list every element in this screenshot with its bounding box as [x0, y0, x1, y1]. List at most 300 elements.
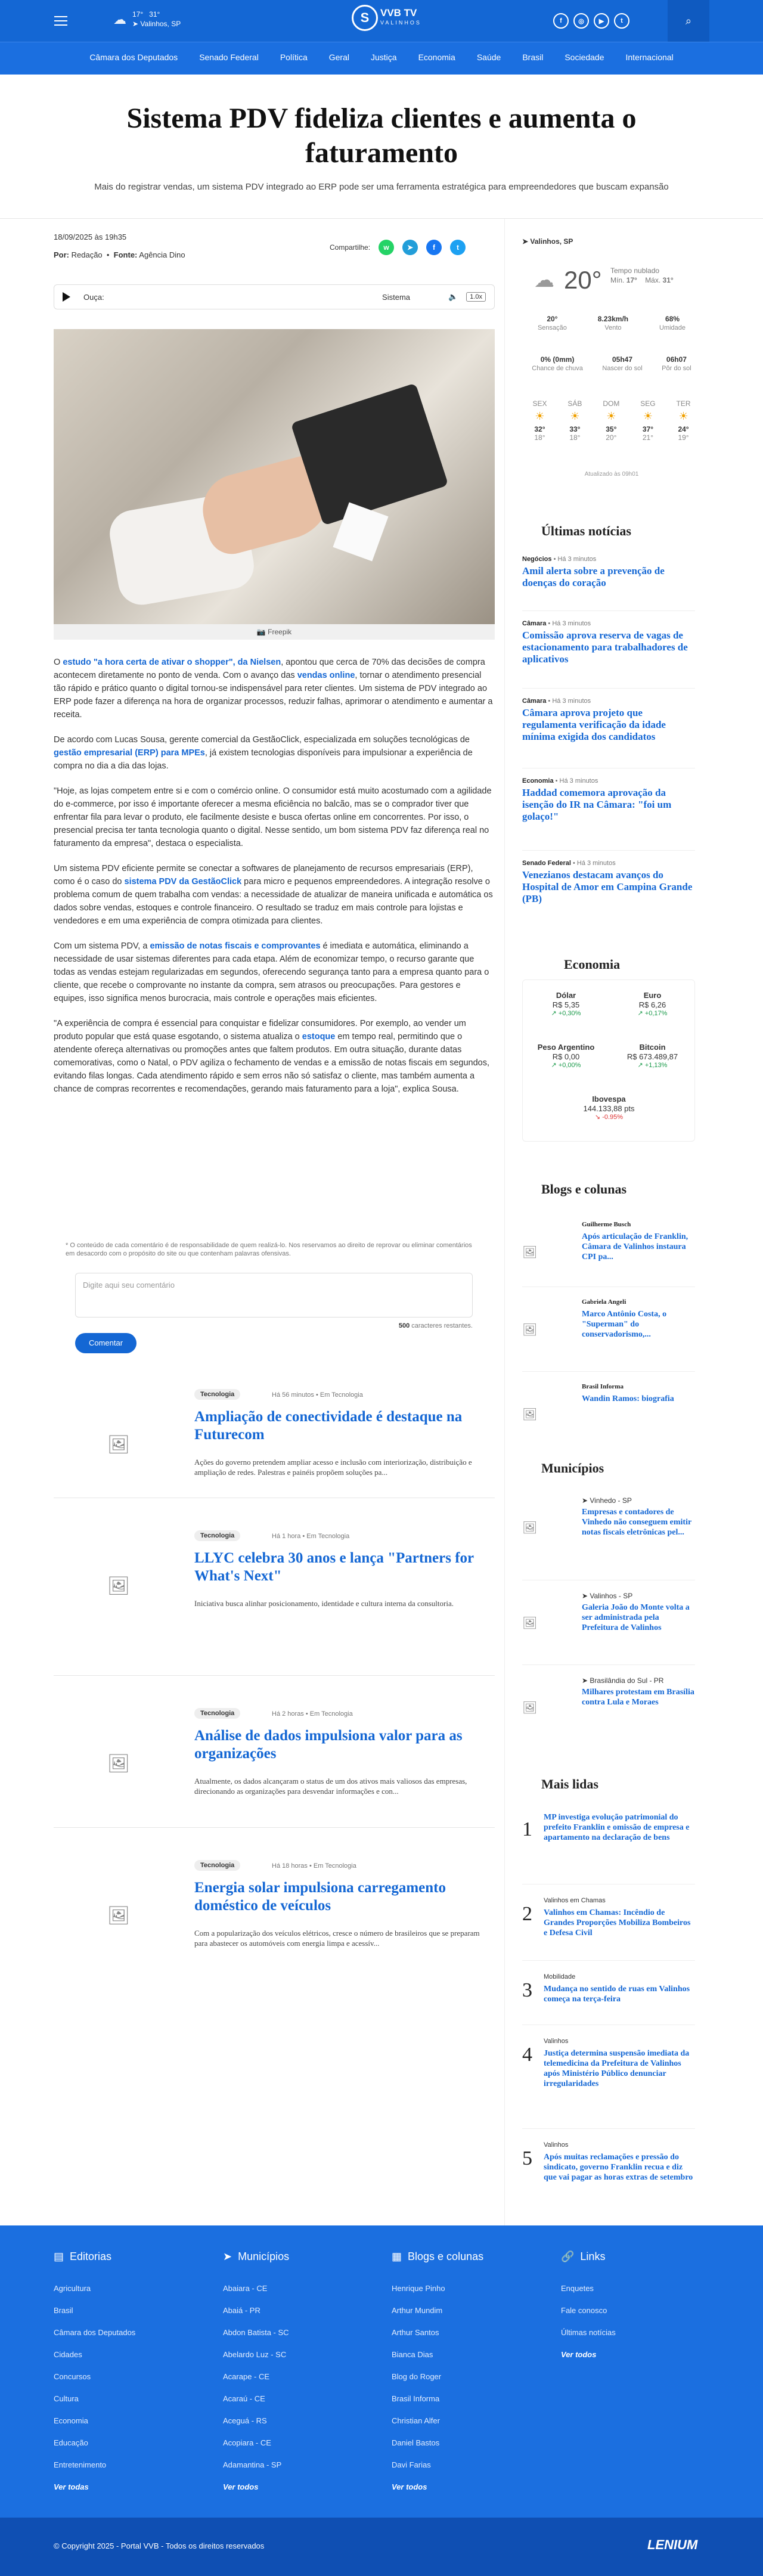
- news-meta: Câmara • Há 3 minutos: [522, 698, 591, 705]
- share-label: Compartilhe:: [330, 243, 371, 252]
- economy-change: +0,17%: [644, 1010, 668, 1017]
- related-title[interactable]: LLYC celebra 30 anos e lança "Partners for What's Next": [194, 1550, 474, 1584]
- forecast-hi: 32°: [534, 425, 545, 433]
- logo-mark-icon: S: [352, 5, 378, 31]
- sunset-value: 06h07: [666, 355, 687, 364]
- min-label: Mín.: [610, 276, 625, 284]
- rank-number: 4: [522, 2044, 532, 2066]
- article-link[interactable]: emissão de notas fiscais e comprovantes: [150, 941, 321, 951]
- logo-subtext: VALINHOS: [380, 20, 421, 26]
- rain-label: Chance de chuva: [532, 365, 583, 372]
- nav-item[interactable]: Internacional: [625, 52, 674, 62]
- footer-link[interactable]: Acopiara - CE: [223, 2438, 271, 2447]
- arrow-down-icon: ↘ -0.95%: [594, 1114, 624, 1121]
- footer-bottom: [0, 2518, 763, 2576]
- most-read-title[interactable]: Justiça determina suspensão imediata da telemedicina da Prefeitura de Valinhos após Ministério Público denunciar irregularidades: [544, 2049, 690, 2088]
- municipio-title[interactable]: Empresas e contadores de Vinhedo não conseguem emitir notas fiscais eletrônicas pel...: [582, 1508, 691, 1537]
- wind-label: Vento: [604, 324, 622, 331]
- main-nav: [0, 42, 763, 75]
- news-time: Há 3 minutos: [557, 556, 597, 563]
- economy-value: R$ 6,26: [638, 1000, 666, 1009]
- sun-icon: ☀: [606, 410, 616, 422]
- category-tag[interactable]: Tecnologia: [194, 1708, 240, 1719]
- camera-icon: 📷: [256, 628, 266, 636]
- economy-item: [566, 1095, 652, 1134]
- article-paragraph: [54, 656, 495, 721]
- municipio-city: ➤ Brasilândia do Sul - PR: [582, 1676, 664, 1685]
- sidebar-divider: [522, 2128, 695, 2129]
- footer-link[interactable]: Abdon Batista - SC: [223, 2328, 289, 2337]
- most-read-title[interactable]: Mudança no sentido de ruas em Valinhos começa na terça-feira: [544, 1985, 690, 2004]
- article-time: Há 1 hora: [272, 1533, 301, 1540]
- weather-condition: Tempo nublado: [610, 266, 660, 275]
- sidebar-divider: [522, 1371, 695, 1372]
- related-article[interactable]: [75, 1530, 495, 1632]
- municipio-city: ➤ Vinhedo - SP: [582, 1496, 632, 1505]
- footer-column: [561, 2250, 716, 2366]
- news-meta: Câmara • Há 3 minutos: [522, 620, 591, 627]
- footer-link[interactable]: Entretenimento: [54, 2460, 107, 2469]
- article-category: Em Tecnologia: [309, 1710, 353, 1718]
- article-text: "Hoje, as lojas competem entre si e com o comércio online. O consumidor está muito acostumado com a agilidade do e-commerce, por isso é importante oferecer a mesma eficiência no balcão, mas se o comprador tiver que enfrentar fila para levar o produto, ele facilmente desiste e busca ofertas online em concorrentes. Por isso, o presencial precisa ter tanta tecnologia quanto o digital. Nesse sentido, um bom sistema PDV faz diferença real no faturamento da empresa", destaca o especialista.: [54, 786, 492, 848]
- forecast-hi: 24°: [678, 425, 689, 433]
- blog-title[interactable]: Após articulação de Franklin, Câmara de Valinhos instaura CPI pa...: [582, 1232, 688, 1261]
- wind-value: 8.23km/h: [597, 315, 629, 323]
- image-placeholder-icon: 🖼: [522, 1246, 538, 1259]
- article-link[interactable]: vendas online: [297, 671, 355, 680]
- related-article[interactable]: [75, 1860, 495, 1961]
- related-title[interactable]: Energia solar impulsiona carregamento doméstico de veículos: [194, 1880, 446, 1914]
- news-category: Negócios: [522, 556, 552, 563]
- article-paragraph: [54, 785, 495, 850]
- news-meta: Negócios • Há 3 minutos: [522, 556, 597, 563]
- footer-column-title: [54, 2250, 209, 2263]
- article-text: em tempo real, permitindo que o atendente ofereça alternativas ou promoções antes que faltem produtos. Em outra situação, durante datas comemorativas, como o Natal, o PDV agiliza o fechamento de vendas e a emissão de notas fiscais em segundos, evitando filas longas. Cada atendimento rápido e sem erros não só satisfaz o cliente, mas também aumenta a chance de compras recorrentes e recomendações, gerando mais faturamento para a loja", explica Sousa.: [54, 1032, 490, 1094]
- category-tag[interactable]: Tecnologia: [194, 1530, 240, 1541]
- article-link[interactable]: gestão empresarial (ERP) para MPEs: [54, 748, 205, 758]
- footer-title-text: Blogs e colunas: [408, 2250, 484, 2262]
- article-paragraph: [54, 1017, 495, 1096]
- sun-icon: ☀: [678, 410, 688, 422]
- header-weather: [113, 10, 181, 30]
- most-read-category: Valinhos: [544, 2141, 569, 2149]
- nav-item[interactable]: Saúde: [476, 52, 501, 62]
- footer-link[interactable]: Davi Farias: [392, 2460, 431, 2469]
- footer-see-all[interactable]: Ver todos: [392, 2482, 427, 2491]
- sidebar-divider: [522, 1960, 695, 1961]
- footer-link[interactable]: Câmara dos Deputados: [54, 2328, 136, 2337]
- footer-link[interactable]: Últimas notícias: [561, 2328, 616, 2337]
- footer-column: [54, 2250, 209, 2498]
- forecast-lo: 18°: [569, 433, 581, 442]
- footer-link[interactable]: Arthur Santos: [392, 2328, 439, 2337]
- footer-title-text: Links: [580, 2250, 606, 2262]
- nav-item[interactable]: Senado Federal: [199, 52, 259, 62]
- related-desc: Iniciativa busca alinhar posicionamento, identidade e cultura interna da consultoria.: [194, 1599, 454, 1608]
- article-time: Há 2 horas: [272, 1710, 304, 1718]
- footer-link[interactable]: Educação: [54, 2438, 88, 2447]
- article-date: 18/09/2025 às 19h35: [54, 233, 127, 241]
- latest-news-item[interactable]: [522, 556, 695, 589]
- footer-link[interactable]: Christian Alfer: [392, 2416, 440, 2425]
- author: Redação: [71, 250, 103, 259]
- blog-author: Gabriela Angeli: [582, 1298, 626, 1306]
- economy-name: Peso Argentino: [537, 1043, 595, 1052]
- weather-min: 31°: [149, 10, 160, 18]
- footer-link[interactable]: Bianca Dias: [392, 2350, 433, 2359]
- forecast-day-name: SÁB: [567, 399, 582, 408]
- news-time: Há 3 minutos: [552, 620, 591, 627]
- article-category: Em Tecnologia: [320, 1391, 363, 1399]
- audio-voice[interactable]: Sistema: [382, 292, 411, 302]
- news-category: Câmara: [522, 698, 547, 705]
- municipio-name: Valinhos - SP: [590, 1592, 633, 1600]
- municipio-name: Vinhedo - SP: [590, 1496, 632, 1505]
- article-text: "A experiência de compra é essencial para conquistar e fidelizar consumidores. Por exemplo, ao vender um produto popular que está quase esgotando, o sistema atualiza o: [54, 1019, 466, 1041]
- audio-label: Ouça:: [83, 292, 104, 302]
- cloud-icon: ☁: [113, 12, 126, 27]
- economy-change: +0,00%: [558, 1062, 581, 1069]
- economy-value: R$ 673.489,87: [626, 1052, 678, 1061]
- footer-title-text: Editorias: [70, 2250, 112, 2262]
- nav-item[interactable]: Justiça: [370, 52, 397, 62]
- nav-item[interactable]: Geral: [328, 52, 349, 62]
- top-header: [0, 0, 763, 42]
- blog-item[interactable]: [522, 1383, 695, 1443]
- most-read-item[interactable]: [522, 2038, 695, 2103]
- municípios-icon: ➤: [223, 2250, 232, 2262]
- weather-stats-row1: [522, 315, 701, 331]
- comment-button[interactable]: Comentar: [75, 1333, 137, 1353]
- search-icon[interactable]: ⌕: [668, 0, 709, 42]
- forecast-day: [603, 399, 619, 442]
- telegram-icon[interactable]: ➤: [402, 240, 418, 255]
- credit-text: Freepik: [268, 628, 292, 636]
- footer-link[interactable]: Agricultura: [54, 2284, 91, 2293]
- economy-name: Ibovespa: [592, 1095, 626, 1103]
- cloud-icon: ☁: [534, 269, 554, 292]
- article-text: O: [54, 658, 63, 667]
- forecast-day: [677, 399, 691, 442]
- image-placeholder-icon: 🖼: [522, 1323, 538, 1337]
- economy-item: [523, 991, 609, 1031]
- footer-title-text: Municípios: [238, 2250, 290, 2262]
- min-temp: 17°: [626, 276, 637, 284]
- related-desc: Atualmente, os dados alcançaram o status de um dos ativos mais valiosos das empresas, direcionando as organizações para desvendar informações e con...: [194, 1777, 467, 1796]
- by-label: Por:: [54, 250, 69, 259]
- article-meta: Há 18 horas • Em Tecnologia: [272, 1862, 356, 1870]
- image-placeholder-icon: 🖼: [522, 1617, 538, 1630]
- youtube-icon[interactable]: ▶: [594, 13, 609, 29]
- latest-news-item[interactable]: [522, 860, 695, 905]
- footer-link[interactable]: Brasil: [54, 2306, 73, 2315]
- logo-text: VVB TV: [380, 7, 417, 18]
- max-temp: 31°: [662, 276, 674, 284]
- forecast-day: [532, 399, 547, 442]
- category-tag[interactable]: Tecnologia: [194, 1860, 240, 1871]
- article-time: Há 18 horas: [272, 1862, 308, 1870]
- forecast-hi: 37°: [642, 425, 653, 433]
- economy-value: R$ 5,35: [552, 1000, 580, 1009]
- comment-textarea[interactable]: Digite aqui seu comentário: [75, 1273, 473, 1318]
- blogs-title: Blogs e colunas: [541, 1182, 627, 1196]
- related-title[interactable]: Ampliação de conectividade é destaque na Futurecom: [194, 1409, 463, 1443]
- source-label: Fonte:: [113, 250, 138, 259]
- blog-item[interactable]: [522, 1298, 695, 1358]
- instagram-icon[interactable]: ◎: [573, 13, 589, 29]
- footer-link[interactable]: Henrique Pinho: [392, 2284, 445, 2293]
- footer-link[interactable]: Abelardo Luz - SC: [223, 2350, 287, 2359]
- sidebar-divider: [522, 850, 695, 851]
- nav-item[interactable]: Economia: [418, 52, 455, 62]
- arrow-up-icon: ↗ +1,13%: [637, 1062, 668, 1069]
- news-title[interactable]: Câmara aprova projeto que regulamenta verificação da idade mínima exigida dos candidatos: [522, 707, 666, 742]
- source: Agência Dino: [139, 250, 185, 259]
- sunrise-label: Nascer do sol: [602, 365, 643, 372]
- arrow-up-icon: ↗ +0,00%: [551, 1062, 581, 1069]
- sun-icon: ☀: [535, 410, 545, 422]
- forecast-day-name: SEG: [640, 399, 656, 408]
- economy-value: 144.133,88 pts: [583, 1104, 635, 1113]
- nav-item[interactable]: Brasil: [522, 52, 544, 62]
- humidity-value: 68%: [665, 315, 680, 323]
- economy-value: R$ 0,00: [552, 1052, 580, 1061]
- lenium-logo[interactable]: LENIUM: [647, 2537, 698, 2552]
- weather-stats-row2: [522, 355, 701, 372]
- footer: [0, 2225, 763, 2518]
- sun-icon: ☀: [643, 410, 653, 422]
- forecast-day-name: SEX: [532, 399, 547, 408]
- forecast-day-name: TER: [676, 399, 691, 408]
- footer-link[interactable]: Daniel Bastos: [392, 2438, 440, 2447]
- article-text: , já existem tecnologias disponíveis para impulsionar a experiência de compra no dia a dia das lojas.: [54, 748, 473, 771]
- article-meta: Há 2 horas • Em Tecnologia: [272, 1710, 353, 1718]
- related-article[interactable]: [75, 1708, 495, 1809]
- arrow-up-icon: ↗ +0,17%: [637, 1010, 668, 1017]
- rain-value: 0% (0mm): [540, 355, 575, 364]
- economy-item: [609, 1043, 696, 1083]
- volume-icon[interactable]: 🔈: [448, 292, 458, 301]
- economy-name: Dólar: [556, 991, 576, 1000]
- footer-link[interactable]: Fale conosco: [561, 2306, 607, 2315]
- sidebar-divider: [522, 688, 695, 689]
- article-text: Um sistema PDV eficiente permite se conectar a softwares de planejamento de recursos empresariais (ERP), como é o caso do: [54, 864, 473, 886]
- municipio-title[interactable]: Milhares protestam em Brasília contra Lula e Moraes: [582, 1688, 694, 1707]
- arrow-up-icon: ↗ +0,30%: [551, 1010, 581, 1017]
- footer-link[interactable]: Abaiara - CE: [223, 2284, 268, 2293]
- article-paragraph: [54, 940, 495, 1005]
- site-logo[interactable]: [352, 5, 421, 31]
- footer-link[interactable]: Economia: [54, 2416, 88, 2425]
- footer-link[interactable]: Aceguá - RS: [223, 2416, 267, 2425]
- municipios-title: Municípios: [541, 1461, 604, 1475]
- article-text: Com um sistema PDV, a: [54, 941, 150, 951]
- most-read-item[interactable]: [522, 1973, 695, 2039]
- economy-name: Euro: [643, 991, 662, 1000]
- footer-link[interactable]: Enquetes: [561, 2284, 594, 2293]
- municipio-name: Brasilândia do Sul - PR: [590, 1676, 664, 1685]
- municipio-item[interactable]: [522, 1676, 695, 1742]
- forecast-lo: 21°: [642, 433, 653, 442]
- image-placeholder-icon: 🖼: [522, 1408, 538, 1421]
- article-paragraph: [54, 733, 495, 773]
- forecast-lo: 20°: [606, 433, 617, 442]
- footer-column-title: [223, 2250, 378, 2263]
- blog-item[interactable]: [522, 1221, 695, 1281]
- economy-item: [609, 991, 696, 1031]
- article-category: Em Tecnologia: [306, 1533, 350, 1540]
- forecast-lo: 18°: [534, 433, 545, 442]
- article-meta: Há 56 minutos • Em Tecnologia: [272, 1391, 363, 1399]
- most-read-item[interactable]: [522, 1812, 695, 1878]
- most-read-item[interactable]: [522, 2141, 695, 2207]
- most-read-item[interactable]: [522, 1897, 695, 1963]
- image-placeholder-icon: 🖼: [107, 1576, 131, 1596]
- most-read-title[interactable]: Após muitas reclamações e pressão do sindicato, governo Franklin recua e diz que vai pagar as horas extras de setembro: [544, 2153, 693, 2182]
- location-icon: ➤: [522, 237, 529, 246]
- image-placeholder-icon: 🖼: [107, 1434, 131, 1455]
- latest-news-item[interactable]: [522, 777, 695, 823]
- municipio-title[interactable]: Galeria João do Monte volta a ser administrada pela Prefeitura de Valinhos: [582, 1603, 690, 1632]
- category-tag[interactable]: Tecnologia: [194, 1389, 240, 1400]
- forecast-day-name: DOM: [603, 399, 620, 408]
- blog-title[interactable]: Marco Antônio Costa, o "Superman" do conservadorismo,...: [582, 1310, 667, 1339]
- economy-name: Bitcoin: [639, 1043, 666, 1052]
- max-label: Máx.: [645, 276, 661, 284]
- twitter-share-icon[interactable]: t: [450, 240, 466, 255]
- char-counter: [334, 1322, 473, 1329]
- weather-updated: Atualizado às 09h01: [584, 471, 639, 478]
- humidity-label: Umidade: [659, 324, 686, 331]
- economy-item: [523, 1043, 609, 1083]
- sun-icon: ☀: [570, 410, 580, 422]
- footer-link[interactable]: Cidades: [54, 2350, 82, 2359]
- economy-change: -0.95%: [602, 1114, 624, 1121]
- related-title[interactable]: Análise de dados impulsiona valor para as organizações: [194, 1728, 463, 1762]
- related-desc: Com a popularização dos veículos elétricos, cresce o número de brasileiros que se preparam para abastecer os automóveis com energia limpa e acessív...: [194, 1929, 480, 1948]
- blog-title[interactable]: Wandin Ramos: biografia: [582, 1394, 674, 1403]
- article-link[interactable]: estudo "a hora certa de ativar o shopper", da Nielsen: [63, 658, 281, 667]
- latest-news-item[interactable]: [522, 698, 695, 743]
- news-title[interactable]: Venezianos destacam avanços do Hospital de Amor em Campina Grande (PB): [522, 869, 693, 904]
- sidebar-divider: [522, 1664, 695, 1665]
- article-body: [54, 656, 495, 1108]
- related-desc: Ações do governo pretendem ampliar acesso e inclusão com interiorização, distribuição e ampliação de redes. Palestras e painéis propõem soluções pa...: [194, 1458, 472, 1477]
- latest-news-title: Últimas notícias: [541, 523, 631, 538]
- related-article[interactable]: [75, 1389, 495, 1490]
- image-placeholder-icon: 🖼: [107, 1753, 131, 1774]
- article-text: é imediata e automática, eliminando a necessidade de usar sistemas diferentes para cada etapa. Além de economizar tempo, o recurso garante que todas as vendas estejam regularizadas em segundos, oferecendo segurança tanto para a empresa quanto para o cliente, que recebe o comprovante no instante da compra, sem atrasos ou preocupações. Para gestores e equipes, isso significa menos burocracia, mais controle e operações mais eficientes.: [54, 941, 489, 1003]
- news-title[interactable]: Comissão aprova reserva de vagas de estacionamento para trabalhadores de aplicativos: [522, 630, 688, 665]
- footer-link[interactable]: Concursos: [54, 2372, 91, 2381]
- municipio-city: ➤ Valinhos - SP: [582, 1592, 633, 1600]
- whatsapp-icon[interactable]: w: [379, 240, 394, 255]
- nav-item[interactable]: Câmara dos Deputados: [89, 52, 178, 62]
- widget-city: Valinhos, SP: [530, 237, 573, 246]
- news-time: Há 3 minutos: [552, 698, 591, 705]
- footer-see-all[interactable]: Ver todos: [223, 2482, 259, 2491]
- news-category: Economia: [522, 777, 554, 785]
- footer-link[interactable]: Cultura: [54, 2394, 79, 2403]
- news-time: Há 3 minutos: [559, 777, 598, 785]
- municipio-item[interactable]: [522, 1592, 695, 1657]
- footer-see-all[interactable]: Ver todos: [561, 2350, 597, 2359]
- char-count: 500: [398, 1322, 410, 1329]
- news-category: Senado Federal: [522, 860, 571, 867]
- article-text: De acordo com Lucas Sousa, gerente comercial da GestãoClick, especializada em soluções tecnológicas de: [54, 735, 470, 745]
- blog-author: Guilherme Busch: [582, 1221, 631, 1228]
- footer-column: [392, 2250, 547, 2498]
- image-placeholder-icon: 🖼: [522, 1701, 538, 1715]
- article-byline: Por: Redação • Fonte: Agência Dino: [54, 250, 185, 259]
- article-meta: Há 1 hora • Em Tecnologia: [272, 1533, 350, 1540]
- nav-item[interactable]: Sociedade: [565, 52, 604, 62]
- latest-news-item[interactable]: [522, 620, 695, 665]
- audio-player: [54, 284, 495, 309]
- article-image: [54, 329, 495, 624]
- image-placeholder-icon: 🖼: [522, 1521, 538, 1535]
- twitter-icon[interactable]: t: [614, 13, 629, 29]
- sunrise-value: 05h47: [612, 355, 633, 364]
- footer-link[interactable]: Brasil Informa: [392, 2394, 440, 2403]
- municipio-item[interactable]: [522, 1496, 695, 1562]
- forecast-days: [522, 399, 701, 442]
- article-link[interactable]: sistema PDV da GestãoClick: [124, 877, 242, 886]
- footer-column-title: [561, 2250, 716, 2263]
- footer-link[interactable]: Adamantina - SP: [223, 2460, 282, 2469]
- economy-title: Economia: [564, 957, 621, 972]
- play-icon[interactable]: [63, 292, 70, 302]
- social-links: [553, 13, 629, 29]
- sidebar-divider: [522, 610, 695, 611]
- article-category: Em Tecnologia: [313, 1862, 356, 1870]
- audio-speed[interactable]: 1.0x: [466, 292, 486, 302]
- blog-author: Brasil Informa: [582, 1383, 624, 1390]
- nav-item[interactable]: Política: [280, 52, 308, 62]
- blogs-e-colunas-icon: ▦: [392, 2250, 402, 2262]
- menu-icon[interactable]: [48, 13, 74, 29]
- most-read-category: Valinhos: [544, 2038, 569, 2045]
- footer-column: [223, 2250, 378, 2498]
- forecast-day: [640, 399, 655, 442]
- footer-link[interactable]: Blog do Roger: [392, 2372, 442, 2381]
- footer-link[interactable]: Acaraú - CE: [223, 2394, 265, 2403]
- most-read-title[interactable]: MP investiga evolução patrimonial do prefeito Franklin e omissão de empresa e apartamento na declaração de bens: [544, 1813, 690, 1842]
- rank-number: 5: [522, 2147, 532, 2169]
- news-title[interactable]: Amil alerta sobre a prevenção de doenças do coração: [522, 565, 665, 588]
- feels-label: Sensação: [537, 324, 567, 331]
- article-link[interactable]: estoque: [302, 1032, 336, 1041]
- editorias-icon: ▤: [54, 2250, 64, 2262]
- most-read-title[interactable]: Valinhos em Chamas: Incêndio de Grandes Proporções Mobiliza Bombeiros e Defesa Civil: [544, 1908, 691, 1938]
- facebook-share-icon[interactable]: f: [426, 240, 442, 255]
- footer-link[interactable]: Acarape - CE: [223, 2372, 270, 2381]
- article-title: Sistema PDV fideliza clientes e aumenta o faturamento: [126, 103, 637, 169]
- image-credit: [54, 624, 495, 640]
- footer-link[interactable]: Arthur Mundim: [392, 2306, 443, 2315]
- footer-see-all[interactable]: Ver todas: [54, 2482, 89, 2491]
- news-title[interactable]: Haddad comemora aprovação da isenção do IR na Câmara: "foi um golaço!": [522, 787, 672, 822]
- economy-widget: [522, 979, 695, 1142]
- mais-lidas-title: Mais lidas: [541, 1777, 598, 1791]
- feels-value: 20°: [547, 315, 558, 323]
- copyright: © Copyright 2025 - Portal VVB - Todos os direitos reservados: [54, 2541, 265, 2550]
- footer-link[interactable]: Abaiá - PR: [223, 2306, 260, 2315]
- footer-column-title: [392, 2250, 547, 2263]
- current-temp: 20°: [564, 266, 602, 294]
- facebook-icon[interactable]: f: [553, 13, 569, 29]
- image-placeholder-icon: 🖼: [107, 1905, 131, 1926]
